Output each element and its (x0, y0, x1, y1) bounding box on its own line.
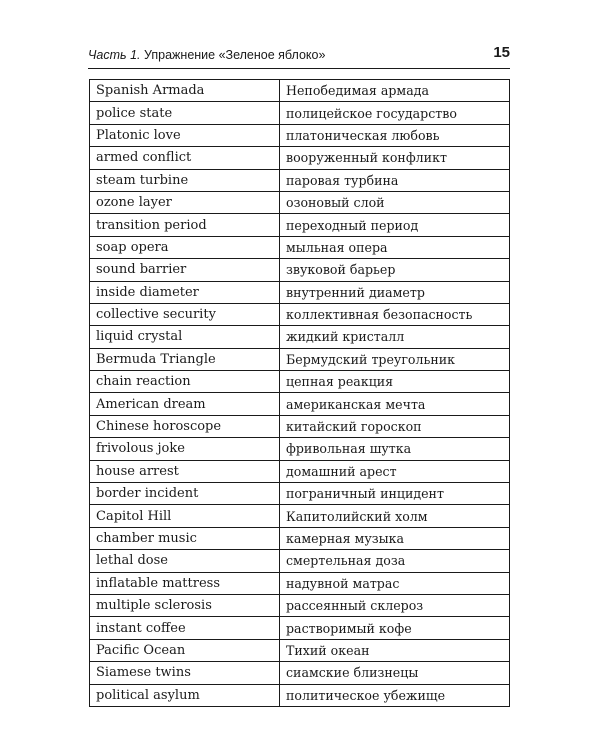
table-row (90, 348, 510, 370)
page-header (88, 44, 510, 66)
page-number: 15 (493, 44, 510, 61)
running-title (88, 48, 325, 62)
english-term: chain reaction (90, 371, 280, 393)
table-row (90, 527, 510, 549)
table-row (90, 460, 510, 482)
table-row (90, 236, 510, 258)
english-term: transition period (90, 214, 280, 236)
table-row (90, 594, 510, 616)
table-row (90, 415, 510, 437)
english-term: political asylum (90, 684, 280, 706)
table-row (90, 371, 510, 393)
english-term: American dream (90, 393, 280, 415)
english-term: instant coffee (90, 617, 280, 639)
table-row (90, 214, 510, 236)
english-term: multiple sclerosis (90, 594, 280, 616)
table-row (90, 303, 510, 325)
english-term: Pacific Ocean (90, 639, 280, 661)
russian-translation: коллективная безопасность (280, 303, 510, 325)
part-label: Часть 1. (88, 48, 141, 62)
english-term: Capitol Hill (90, 505, 280, 527)
table-row (90, 483, 510, 505)
table-row (90, 572, 510, 594)
table-row (90, 102, 510, 124)
vocabulary-table (89, 79, 510, 707)
header-rule (88, 68, 510, 69)
table-row (90, 684, 510, 706)
english-term: Siamese twins (90, 662, 280, 684)
table-row (90, 438, 510, 460)
table-row (90, 505, 510, 527)
table-row (90, 124, 510, 146)
english-term: Platonic love (90, 124, 280, 146)
table-row (90, 80, 510, 102)
english-term: soap opera (90, 236, 280, 258)
exercise-title: Упражнение «Зеленое яблоко» (144, 48, 326, 62)
english-term: armed conflict (90, 147, 280, 169)
table-row (90, 281, 510, 303)
russian-translation: полицейское государство (280, 102, 510, 124)
english-term: ozone layer (90, 191, 280, 213)
english-term: chamber music (90, 527, 280, 549)
russian-translation: Тихий океан (280, 639, 510, 661)
russian-translation: рассеянный склероз (280, 594, 510, 616)
russian-translation: китайский гороскоп (280, 415, 510, 437)
russian-translation: платоническая любовь (280, 124, 510, 146)
english-term: frivolous joke (90, 438, 280, 460)
table-row (90, 639, 510, 661)
russian-translation: цепная реакция (280, 371, 510, 393)
russian-translation: сиамские близнецы (280, 662, 510, 684)
table-row (90, 191, 510, 213)
russian-translation: надувной матрас (280, 572, 510, 594)
russian-translation: фривольная шутка (280, 438, 510, 460)
table-row (90, 550, 510, 572)
english-term: collective security (90, 303, 280, 325)
russian-translation: внутренний диаметр (280, 281, 510, 303)
russian-translation: звуковой барьер (280, 259, 510, 281)
russian-translation: паровая турбина (280, 169, 510, 191)
russian-translation: вооруженный конфликт (280, 147, 510, 169)
table-row (90, 662, 510, 684)
russian-translation: Непобедимая армада (280, 80, 510, 102)
english-term: Chinese horoscope (90, 415, 280, 437)
russian-translation: американская мечта (280, 393, 510, 415)
english-term: liquid crystal (90, 326, 280, 348)
russian-translation: пограничный инцидент (280, 483, 510, 505)
russian-translation: Бермудский треугольник (280, 348, 510, 370)
english-term: lethal dose (90, 550, 280, 572)
table-row (90, 326, 510, 348)
russian-translation: растворимый кофе (280, 617, 510, 639)
russian-translation: Капитолийский холм (280, 505, 510, 527)
russian-translation: озоновый слой (280, 191, 510, 213)
english-term: border incident (90, 483, 280, 505)
russian-translation: мыльная опера (280, 236, 510, 258)
table-row (90, 393, 510, 415)
english-term: police state (90, 102, 280, 124)
table-row (90, 169, 510, 191)
russian-translation: политическое убежище (280, 684, 510, 706)
english-term: house arrest (90, 460, 280, 482)
english-term: Spanish Armada (90, 80, 280, 102)
russian-translation: жидкий кристалл (280, 326, 510, 348)
table-row (90, 147, 510, 169)
russian-translation: домашний арест (280, 460, 510, 482)
english-term: steam turbine (90, 169, 280, 191)
table-row (90, 259, 510, 281)
english-term: inflatable mattress (90, 572, 280, 594)
russian-translation: камерная музыка (280, 527, 510, 549)
russian-translation: переходный период (280, 214, 510, 236)
english-term: Bermuda Triangle (90, 348, 280, 370)
english-term: inside diameter (90, 281, 280, 303)
russian-translation: смертельная доза (280, 550, 510, 572)
english-term: sound barrier (90, 259, 280, 281)
table-row (90, 617, 510, 639)
vocabulary-table-body (90, 80, 510, 707)
